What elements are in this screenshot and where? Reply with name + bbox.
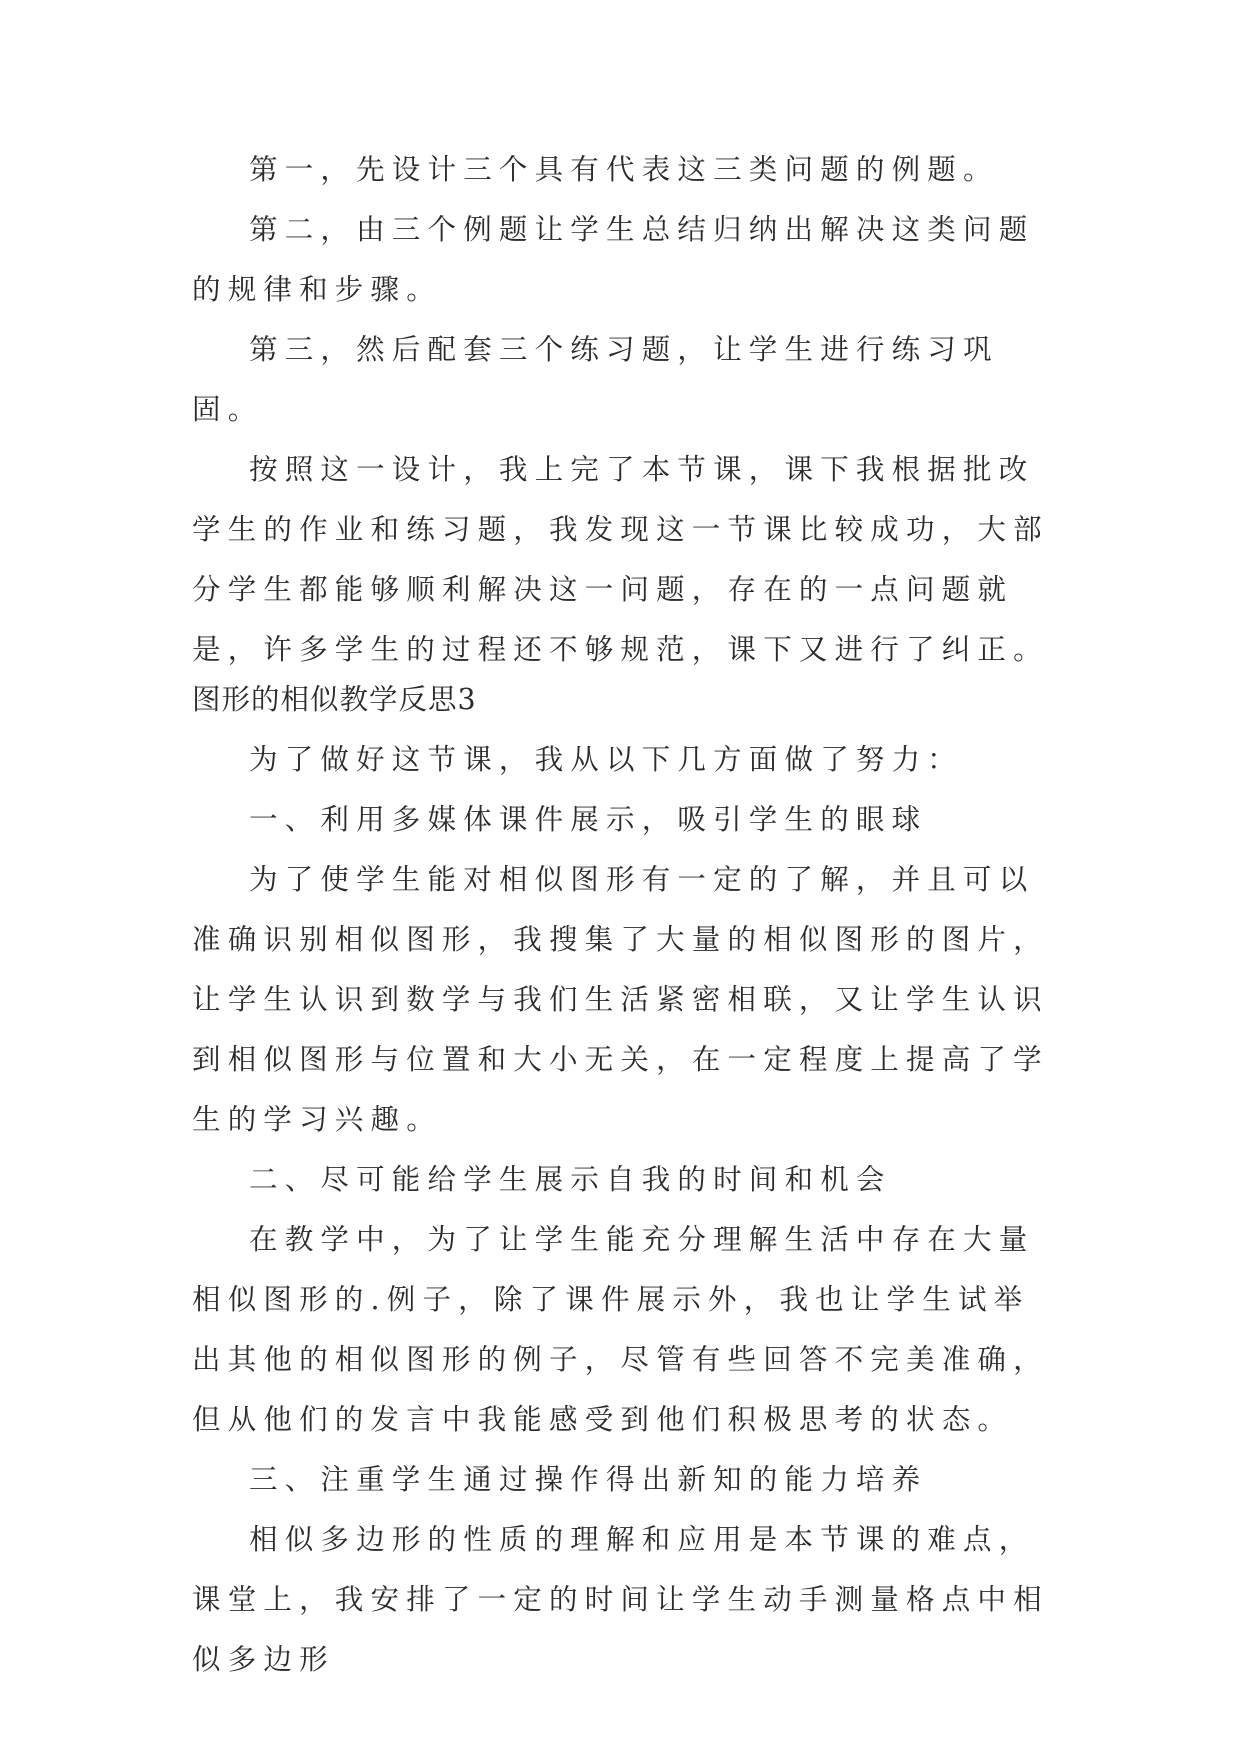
section-text-block — [192, 670, 1054, 1690]
top-text-block — [192, 140, 1054, 680]
paragraph-step-one: 第一，先设计三个具有代表这三类问题的例题。 — [249, 153, 999, 186]
paragraph-summary: 按照这一设计，我上完了本节课，课下我根据批改学生的作业和练习题，我发现这一节课比较成功，大部分学生都能够顺利解决这一问题，存在的一点问题就是，许多学生的过程还不够规范，课下又进行了纠正。 — [192, 453, 1049, 666]
section-title: 图形的相似教学反思3 — [192, 683, 477, 716]
paragraph-point-one-heading: 一、利用多媒体课件展示，吸引学生的眼球 — [249, 803, 928, 836]
paragraph-point-two-heading: 二、尽可能给学生展示自我的时间和机会 — [249, 1163, 892, 1196]
paragraph-point-three-heading: 三、注重学生通过操作得出新知的能力培养 — [249, 1463, 928, 1496]
paragraph-point-one-body: 为了使学生能对相似图形有一定的了解，并且可以准确识别相似图形，我搜集了大量的相似图形的图片，让学生认识到数学与我们生活紧密相联，又让学生认识到相似图形与位置和大小无关，在一定程度上提高了学生的学习兴趣。 — [192, 863, 1049, 1136]
paragraph-step-two: 第二，由三个例题让学生总结归纳出解决这类问题的规律和步骤。 — [192, 213, 1035, 306]
paragraph-intro: 为了做好这节课，我从以下几方面做了努力： — [249, 743, 964, 776]
paragraph-step-three: 第三，然后配套三个练习题，让学生进行练习巩固。 — [192, 333, 999, 426]
paragraph-point-three-body: 相似多边形的性质的理解和应用是本节课的难点，课堂上，我安排了一定的时间让学生动手测量格点中相似多边形 — [192, 1523, 1049, 1676]
paragraph-point-two-body: 在教学中，为了让学生能充分理解生活中存在大量相似图形的.例子，除了课件展示外，我也让学生试举出其他的相似图形的例子，尽管有些回答不完美准确，但从他们的发言中我能感受到他们积极思考的状态。 — [192, 1223, 1049, 1436]
